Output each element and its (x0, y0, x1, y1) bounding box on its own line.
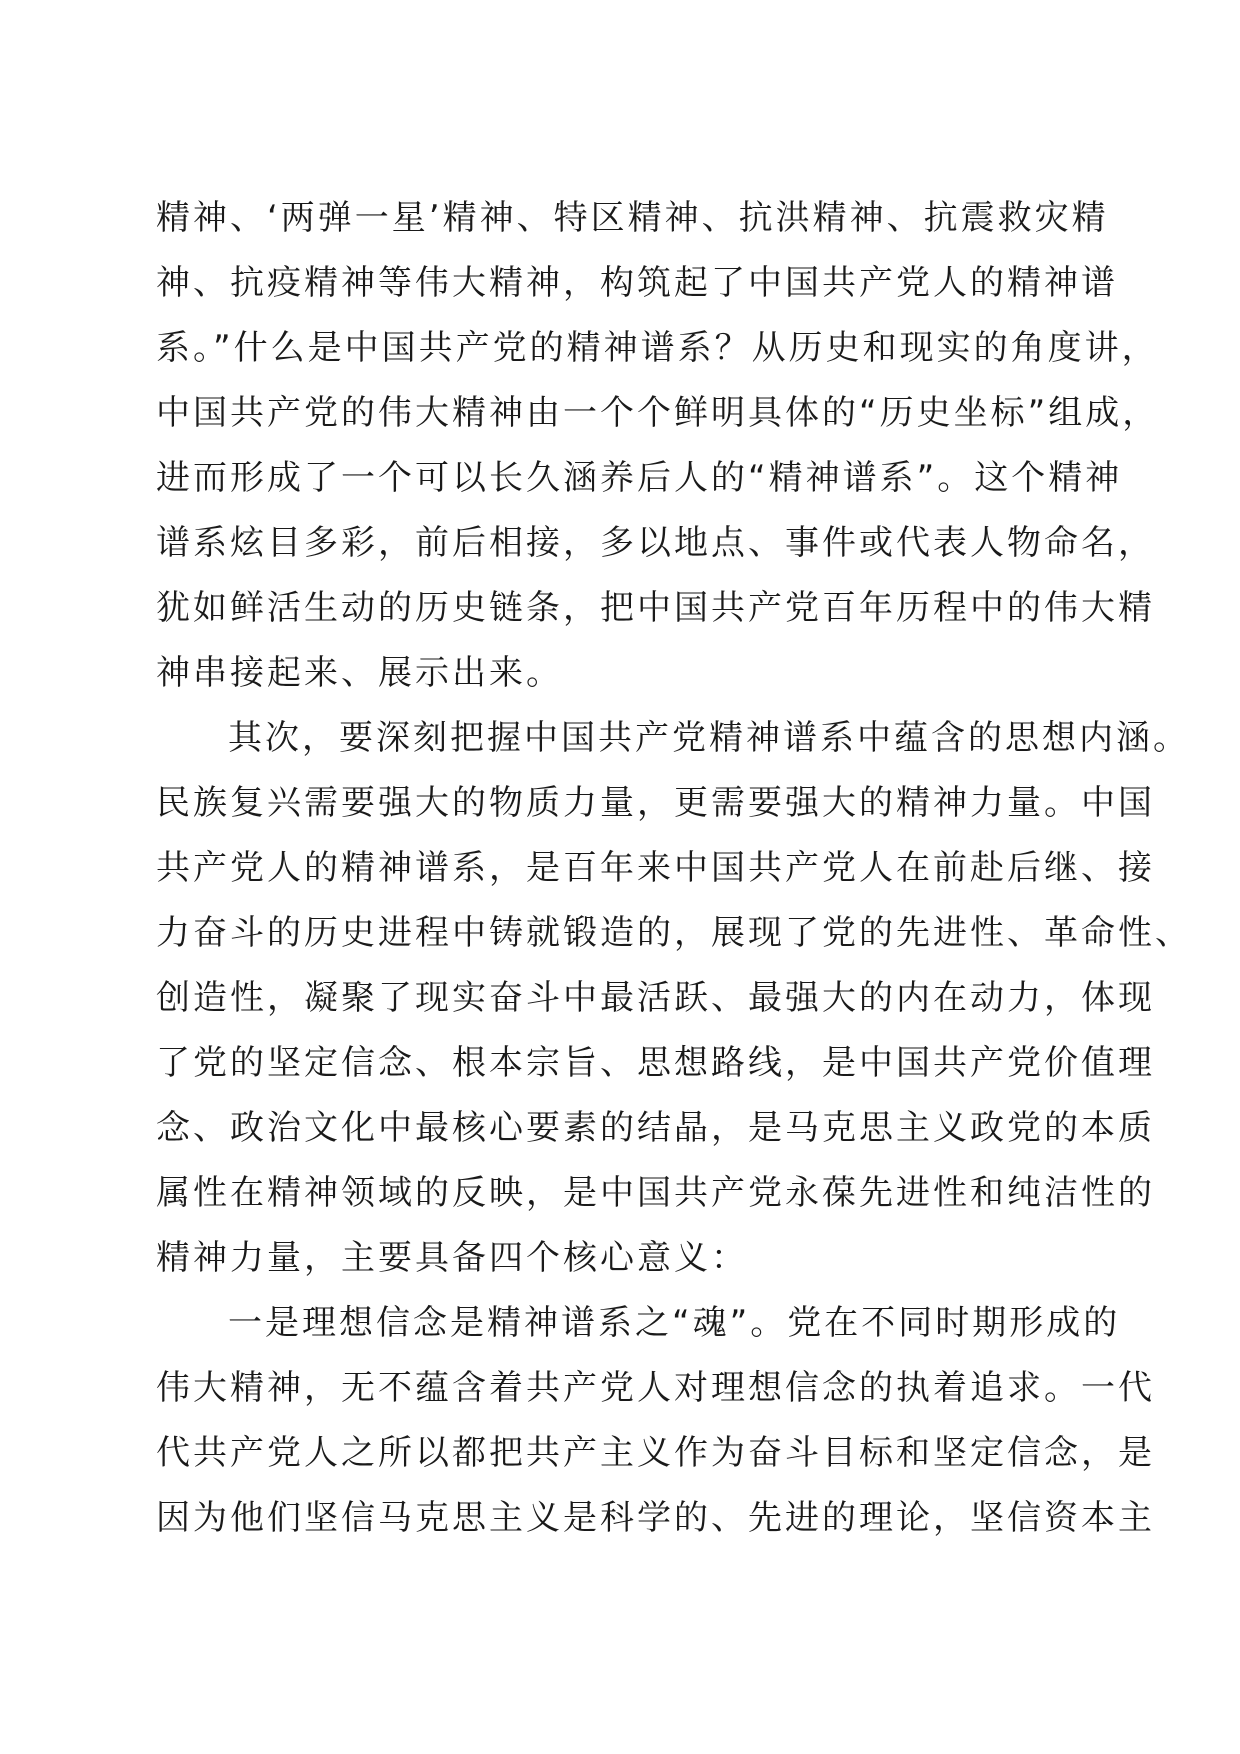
text-line: 力奋斗的历史进程中铸就锻造的，展现了党的先进性、革命性、 (156, 913, 1192, 953)
text-line: 念、政治文化中最核心要素的结晶，是马克思主义政党的本质 (156, 1108, 1155, 1148)
text-line: 犹如鲜活生动的历史链条，把中国共产党百年历程中的伟大精 (156, 588, 1155, 628)
text-line: 谱系炫目多彩，前后相接，多以地点、事件或代表人物命名， (156, 523, 1155, 563)
text-line: 精神力量，主要具备四个核心意义： (156, 1238, 748, 1278)
paragraph-start-line: 一是理想信念是精神谱系之“魂”。党在不同时期形成的 (228, 1303, 1121, 1343)
text-line: 伟大精神，无不蕴含着共产党人对理想信念的执着追求。一代 (156, 1368, 1155, 1408)
text-line: 共产党人的精神谱系，是百年来中国共产党人在前赴后继、接 (156, 848, 1155, 888)
text-line: 属性在精神领域的反映，是中国共产党永葆先进性和纯洁性的 (156, 1173, 1155, 1213)
text-line: 精神、‘两弹一星’精神、特区精神、抗洪精神、抗震救灾精 (156, 198, 1109, 238)
text-line: 了党的坚定信念、根本宗旨、思想路线，是中国共产党价值理 (156, 1043, 1155, 1083)
text-line: 创造性，凝聚了现实奋斗中最活跃、最强大的内在动力，体现 (156, 978, 1155, 1018)
text-line: 系。”什么是中国共产党的精神谱系？从历史和现实的角度讲， (156, 328, 1159, 368)
text-line: 民族复兴需要强大的物质力量，更需要强大的精神力量。中国 (156, 783, 1155, 823)
text-line: 进而形成了一个可以长久涵养后人的“精神谱系”。这个精神 (156, 458, 1123, 498)
paragraph-start-line: 其次，要深刻把握中国共产党精神谱系中蕴含的思想内涵。 (228, 718, 1190, 758)
text-line: 神、抗疫精神等伟大精神，构筑起了中国共产党人的精神谱 (156, 263, 1118, 303)
text-line: 神串接起来、展示出来。 (156, 653, 563, 693)
text-line: 中国共产党的伟大精神由一个个鲜明具体的“历史坐标”组成， (156, 393, 1160, 433)
body-text (156, 186, 1192, 1551)
text-line: 代共产党人之所以都把共产主义作为奋斗目标和坚定信念，是 (156, 1433, 1155, 1473)
text-line: 因为他们坚信马克思主义是科学的、先进的理论，坚信资本主 (156, 1498, 1155, 1538)
